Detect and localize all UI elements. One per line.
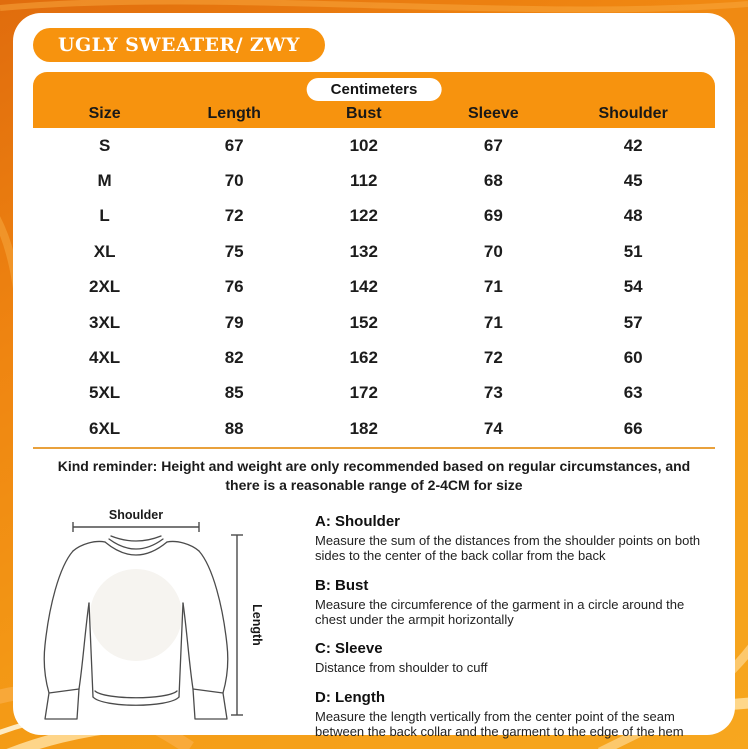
column-header: Length [207,105,261,122]
table-row [33,270,715,305]
size-cell: 6XL [89,418,121,438]
product-title-badge: UGLY SWEATER/ ZWY [33,28,325,62]
value-cell: 152 [349,312,378,332]
value-cell: 68 [483,171,503,191]
value-cell: 70 [483,241,503,261]
value-cell: 63 [623,383,643,403]
size-cell: S [98,135,111,155]
table-header-row [33,105,715,123]
value-cell: 72 [224,206,244,226]
value-cell: 102 [349,135,378,155]
table-row [33,128,715,163]
value-cell: 72 [483,348,503,368]
value-cell: 122 [349,206,378,226]
guide-heading: A: Shoulder [315,513,400,531]
column-header: Sleeve [467,105,519,122]
size-cell: 2XL [89,277,121,297]
guide-heading: B: Bust [315,576,369,594]
shoulder-diagram-label: Shoulder [108,508,164,523]
guide-heading: C: Sleeve [315,640,383,658]
value-cell: 51 [623,241,643,261]
table-row [33,411,715,446]
table-row [33,199,715,234]
value-cell: 76 [224,277,244,297]
value-cell: 67 [224,135,244,155]
kind-reminder-text: Kind reminder: Height and weight are only recommended based on regular circumstances, and there is a reasonable range of 2-4CM for size [57,458,691,494]
value-cell: 73 [483,383,503,403]
unit-label-pill: Centimeters [307,78,442,101]
sweater-measurement-diagram [33,507,305,731]
size-cell: M [97,171,112,191]
value-cell: 85 [224,383,244,403]
size-cell: 4XL [89,348,121,368]
table-row [33,163,715,198]
value-cell: 67 [483,135,503,155]
value-cell: 71 [483,277,503,297]
value-cell: 48 [623,206,643,226]
value-cell: 71 [483,312,503,332]
table-row [33,234,715,269]
table-row [33,305,715,340]
table-row [33,340,715,375]
value-cell: 182 [349,418,378,438]
watermark-circle [90,569,182,661]
value-cell: 70 [224,171,244,191]
guide-heading: D: Length [315,688,385,706]
column-header: Shoulder [598,105,668,122]
value-cell: 66 [623,418,643,438]
value-cell: 132 [349,241,378,261]
guide-text: Measure the length vertically from the center point of the seam between the back collar and the garment to the edge of the hem [315,708,684,739]
value-cell: 42 [623,135,643,155]
size-table-body [33,128,715,447]
value-cell: 112 [350,171,378,191]
table-header-band [33,72,715,128]
value-cell: 69 [483,206,503,226]
size-chart-card [13,13,735,739]
value-cell: 172 [349,383,378,403]
size-cell: 3XL [89,312,121,332]
size-cell: 5XL [89,383,121,403]
length-diagram-label: Length [250,604,264,646]
value-cell: 75 [224,241,244,261]
table-bottom-divider [33,447,715,450]
value-cell: 79 [224,312,244,332]
value-cell: 88 [224,418,244,438]
table-row [33,376,715,411]
shoulder-measure-line [73,522,199,532]
guide-text: Measure the circumference of the garment in a circle around the chest under the armpit horizontally [315,596,685,627]
value-cell: 142 [349,277,378,297]
length-measure-line [231,535,243,715]
value-cell: 74 [483,418,503,438]
size-cell: L [99,206,110,226]
column-header: Bust [345,105,382,122]
value-cell: 162 [349,348,378,368]
value-cell: 54 [623,277,643,297]
value-cell: 57 [623,312,643,332]
measure-guide [305,507,715,749]
column-header: Size [88,105,121,122]
size-cell: XL [93,241,116,261]
value-cell: 45 [623,171,643,191]
guide-text: Distance from shoulder to cuff [315,660,488,676]
value-cell: 60 [623,348,643,368]
guide-text: Measure the sum of the distances from the shoulder points on both sides to the center of the back collar from the back [315,533,701,564]
measurement-section [33,507,715,749]
value-cell: 82 [224,348,244,368]
